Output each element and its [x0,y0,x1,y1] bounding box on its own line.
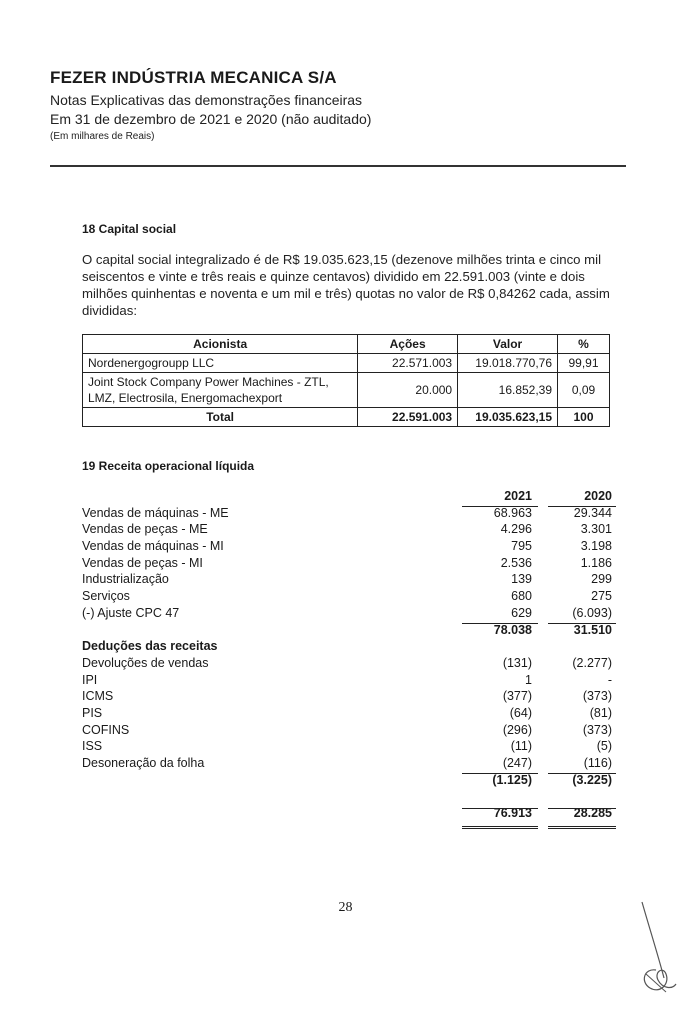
header-units: (Em milhares de Reais) [50,131,155,142]
value-2021: (1.125) [492,772,532,787]
value-2021: 76.913 [493,806,532,821]
page-number: 28 [338,900,353,915]
total-line-top-2021 [462,808,538,809]
value-2021: 680 [511,589,532,604]
gross-revenue-subtotal-row [82,623,622,640]
table-row [82,572,622,589]
table-total-row [83,408,610,427]
value-2020: 3.198 [580,539,612,554]
value-2020: 29.344 [573,505,612,520]
row-label: Deduções das receitas [82,639,218,654]
total-amount: 19.035.623,15 [458,408,558,427]
value-2021: (247) [502,756,532,770]
table-row [82,606,622,623]
value-2020: (116) [583,756,612,770]
year-2020-header: 2020 [584,489,612,503]
row-label: (-) Ajuste CPC 47 [82,605,180,620]
row-label: ISS [82,739,103,754]
total-label: Total [83,408,358,427]
table-row [82,522,622,539]
value-2020: (2.277) [572,655,612,670]
section-18-paragraph: O capital social integralizado é de R$ 19.035.623,15 (dezenove milhões trinta e cinco mil seiscentos e vinte e três reais e quinze centavos) dividido em 22.591.003 (vinte e dois milhões quinhentas e noventa e um mil e três) quotas no valor de R$ 0,84262 cada, assim divididas: [82,252,610,318]
total-double-line-2020 [548,828,616,829]
value-2021: 68.963 [493,505,532,520]
handwritten-signature [636,900,682,1000]
section-19-title: 19 Receita operacional líquida [82,459,255,473]
col-header-valor: Valor [458,335,558,354]
table-row [82,556,622,573]
value-2021: (64) [509,705,532,720]
col-header-percent: % [558,335,610,354]
value-2020: - [607,672,612,687]
value-2021: 629 [511,605,532,620]
table-row [83,354,610,373]
header-period: Em 31 de dezembro de 2021 e 2020 (não auditado) [50,111,372,127]
revenue-header-row [82,489,622,506]
year-2021-header: 2021 [504,489,532,503]
value-2021: 795 [511,539,532,554]
value-2020: (5) [596,739,612,754]
section-18-title: 18 Capital social [82,222,177,236]
value-2020: 1.186 [580,555,612,570]
value-2021: 2.536 [500,555,532,570]
header-divider [50,165,626,167]
table-row [83,373,610,408]
value-2021: 4.296 [500,522,532,537]
header-subtitle: Notas Explicativas das demonstrações financeiras [50,92,363,108]
value-2020: 3.301 [580,522,612,537]
table-row [82,539,622,556]
spacer-row [82,789,622,806]
row-label: Serviços [82,589,130,604]
value-2021: (296) [502,722,532,737]
value-2021: (377) [502,689,532,704]
row-label: Devoluções de vendas [82,655,209,670]
total-percent: 100 [558,408,610,427]
value-2020: (81) [589,705,612,720]
shares-value: 20.000 [358,373,458,408]
row-label: IPI [82,672,98,687]
value-2020: 28.285 [573,806,612,821]
deductions-line-2020 [548,773,616,774]
table-row [82,723,622,740]
row-label: Desoneração da folha [82,756,205,770]
value-2020: 31.510 [573,622,612,637]
percent-value: 99,91 [558,354,610,373]
value-2020: (3.225) [572,772,612,787]
col-header-acoes: Ações [358,335,458,354]
deductions-heading-row [82,639,622,656]
shareholder-name: Nordenergogroupp LLC [83,354,358,373]
capital-table [82,334,610,427]
table-row [82,739,622,756]
amount-value: 16.852,39 [458,373,558,408]
total-line-bottom-2020 [548,826,616,827]
value-2021: 78.038 [493,622,532,637]
value-2020: 275 [591,589,612,604]
amount-value: 19.018.770,76 [458,354,558,373]
table-row [82,689,622,706]
row-label: Vendas de peças - MI [82,555,203,570]
col-header-acionista: Acionista [83,335,358,354]
subtotal-line-2021 [462,623,538,624]
value-2020: (373) [582,689,612,704]
row-label: PIS [82,705,103,720]
value-2021: (11) [510,739,532,754]
value-2021: (131) [502,655,532,670]
table-row [82,673,622,690]
subtotal-line-2020 [548,623,616,624]
row-label: ICMS [82,689,114,704]
value-2020: (6.093) [572,605,612,620]
table-row [82,506,622,523]
row-label: Vendas de máquinas - ME [82,505,229,520]
total-shares: 22.591.003 [358,408,458,427]
table-row [82,706,622,723]
value-2020: 299 [591,572,612,587]
net-revenue-total-row [82,806,622,823]
table-row [82,756,622,773]
value-2021: 139 [511,572,532,587]
row-label: Vendas de peças - ME [82,522,208,537]
percent-value: 0,09 [558,373,610,408]
deductions-line-2021 [462,773,538,774]
revenue-table [82,489,622,823]
table-row [82,589,622,606]
table-row [82,656,622,673]
total-double-line-2021 [462,828,538,829]
company-name: FEZER INDÚSTRIA MECANICA S/A [50,68,337,87]
shareholder-name: Joint Stock Company Power Machines - ZTL, LMZ, Electrosila, Energomachexport [83,373,358,408]
total-line-bottom-2021 [462,826,538,827]
row-label: COFINS [82,722,130,737]
total-line-top-2020 [548,808,616,809]
row-label: Vendas de máquinas - MI [82,539,224,554]
header-underline-2020 [548,506,616,507]
shares-value: 22.571.003 [358,354,458,373]
capital-table-header [83,335,610,354]
row-label: Industrialização [82,572,169,587]
header-underline-2021 [462,506,538,507]
deductions-subtotal-row [82,773,622,790]
value-2021: 1 [525,672,532,687]
value-2020: (373) [582,722,612,737]
